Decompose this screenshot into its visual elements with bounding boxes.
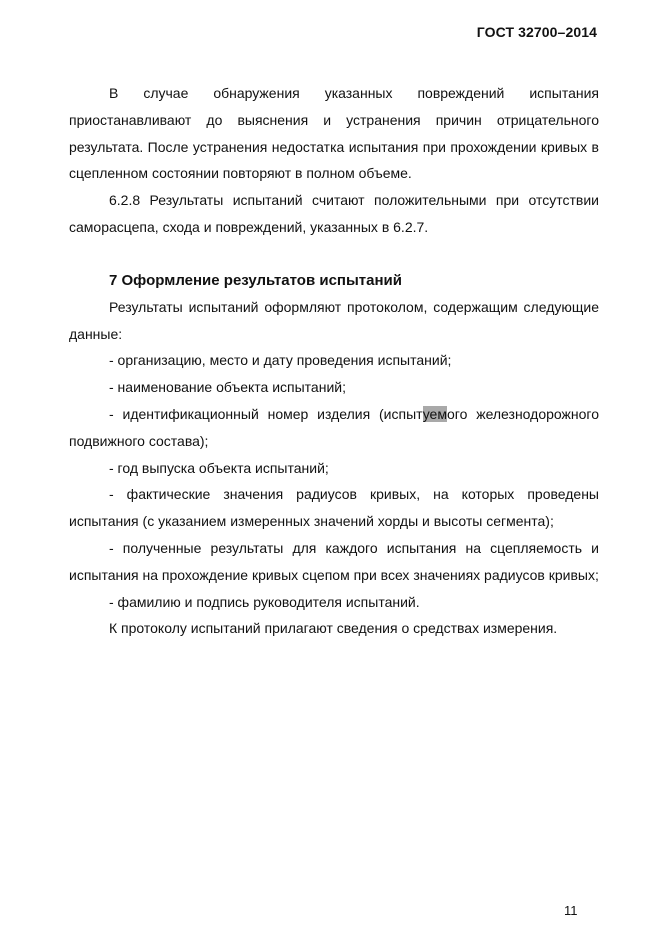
page-body [69, 80, 599, 642]
list-item [69, 401, 599, 455]
section-gap [69, 241, 599, 267]
document-code: ГОСТ 32700–2014 [476, 24, 597, 40]
list-item: - фактические значения радиусов кривых, на которых проведены испытания (с указанием измеренных значений хорды и высоты сегмента); [69, 486, 599, 530]
paragraph-attachments: К протоколу испытаний прилагают сведения о средствах измерения. [109, 620, 558, 637]
page-number: 11 [564, 903, 578, 918]
list-item: - полученные результаты для каждого испытания на сцепляемость и испытания на прохождение кривых сцепом при всех значениях радиусов кривых; [69, 539, 599, 583]
list-item: - организацию, место и дату проведения испытаний; [109, 352, 452, 369]
list-item: - наименование объекта испытаний; [109, 379, 346, 396]
highlighted-text: уем [422, 405, 447, 422]
list-item: - фамилию и подпись руководителя испытаний. [109, 593, 420, 610]
list-item: - год выпуска объекта испытаний; [109, 459, 329, 476]
list-item-text: ого железнодорожного подвижного состава); [69, 405, 600, 449]
list-item-text: - идентификационный номер изделия (испыт [109, 405, 423, 422]
paragraph-protocol: Результаты испытаний оформляют протоколом, содержащим следующие данные: [69, 298, 599, 342]
paragraph-6-2-8: 6.2.8 Результаты испытаний считают положительными при отсутствии саморасцепа, схода и повреждений, указанных в 6.2.7. [69, 192, 599, 235]
paragraph-damage: В случае обнаружения указанных повреждений испытания приостанавливают до выяснения и устранения причин отрицательного результата. После устранения недостатка испытания при прохождении кривых в сцепленном состоянии повторяют в полном объеме. [69, 85, 599, 182]
section-heading: 7 Оформление результатов испытаний [109, 271, 402, 289]
